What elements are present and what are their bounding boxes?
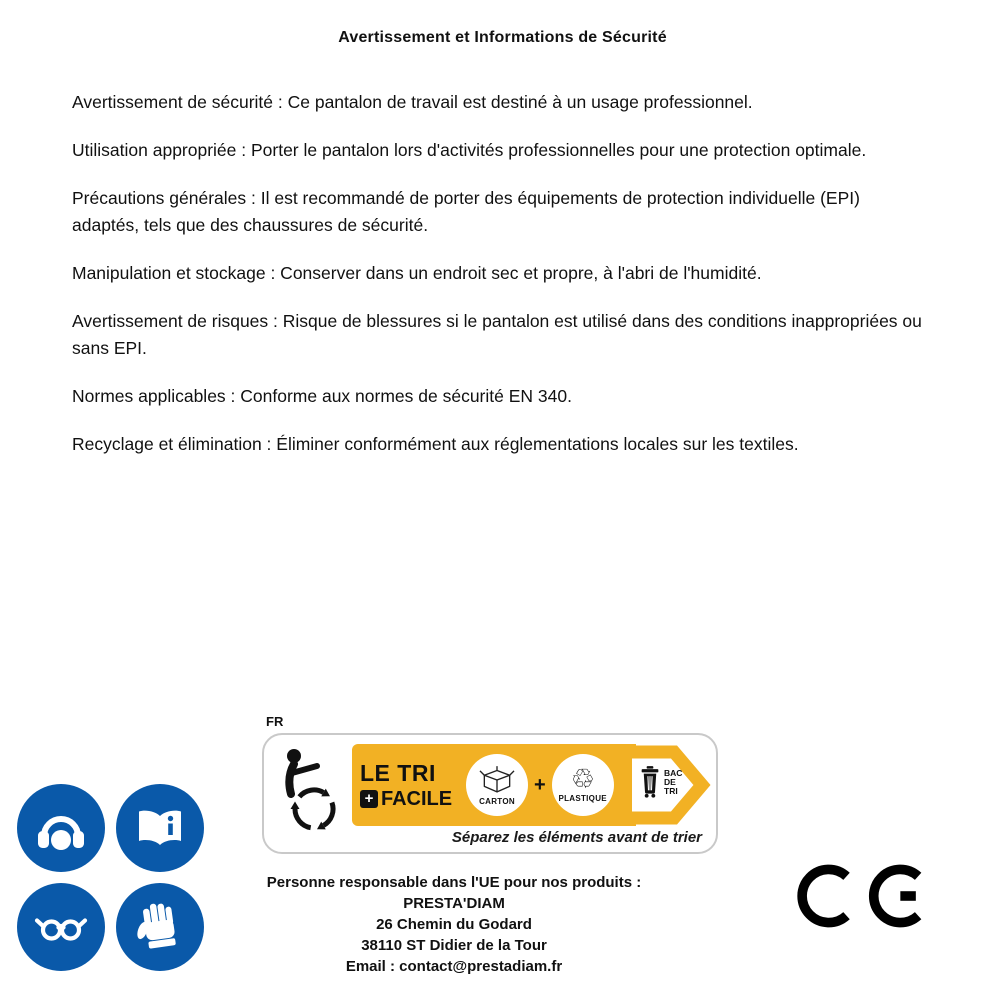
- sorting-tagline: Séparez les éléments avant de trier: [451, 829, 702, 846]
- paragraph-general-precautions: Précautions générales : Il est recommandé de porter des équipements de protection individuelle (EPI) adaptés, tels que des chaussures de sécurité.: [72, 188, 860, 235]
- responsible-intro: Personne responsable dans l'UE pour nos produits :: [266, 874, 642, 891]
- triman-icon: [274, 747, 346, 839]
- carton-label: CARTON: [479, 797, 515, 806]
- hand-protection-icon: [116, 883, 204, 971]
- eye-protection-icon: [17, 883, 105, 971]
- address-street: 26 Chemin du Godard: [376, 916, 532, 933]
- safety-paragraphs: [72, 89, 922, 458]
- address-city: 38110 ST Didier de la Tour: [361, 937, 547, 954]
- material-carton: [466, 754, 528, 816]
- bac-de-tri-label: BAC DE TRI: [664, 767, 683, 796]
- paragraph-risk-warning: Avertissement de risques : Risque de blessures si le pantalon est utilisé dans des conditions inappropriées ou sans EPI.: [72, 311, 922, 358]
- sorting-band: [352, 744, 636, 826]
- paragraph-handling-storage: Manipulation et stockage : Conserver dans un endroit sec et propre, à l'abri de l'humidité.: [72, 263, 762, 283]
- contact-email: Email : contact@prestadiam.fr: [345, 958, 563, 975]
- country-code-label: FR: [266, 714, 284, 729]
- ce-mark: [797, 850, 952, 942]
- company-name: PRESTA'DIAM: [403, 895, 505, 912]
- read-manual-icon: [116, 784, 204, 872]
- recycling-sorting-label: [262, 733, 718, 854]
- paragraph-applicable-standards: Normes applicables : Conforme aux normes de sécurité EN 340.: [72, 386, 572, 406]
- waste-bin-icon: [640, 764, 660, 800]
- plus-icon: +: [360, 790, 378, 808]
- separator-plus-icon: +: [534, 773, 546, 796]
- carton-box-icon: [478, 764, 516, 796]
- mandatory-ppe-icons: [17, 784, 204, 971]
- ear-protection-icon: [17, 784, 105, 872]
- recycle-icon: ♲: [570, 764, 595, 795]
- paragraph-recycling-disposal: Recyclage et élimination : Éliminer conformément aux réglementations locales sur les textiles.: [72, 434, 799, 454]
- paragraph-appropriate-use: Utilisation appropriée : Porter le pantalon lors d'activités professionnelles pour une protection optimale.: [72, 140, 867, 160]
- le-tri-facile-wordmark: LE TRI + FACILE: [360, 759, 453, 810]
- responsible-person-block: [238, 872, 670, 977]
- material-plastique: [552, 754, 614, 816]
- page-title: Avertissement et Informations de Sécurité: [338, 29, 667, 46]
- paragraph-safety-warning: Avertissement de sécurité : Ce pantalon de travail est destiné à un usage professionnel.: [72, 92, 753, 112]
- sorting-arrow: [632, 743, 712, 827]
- plastique-label: PLASTIQUE: [558, 794, 607, 803]
